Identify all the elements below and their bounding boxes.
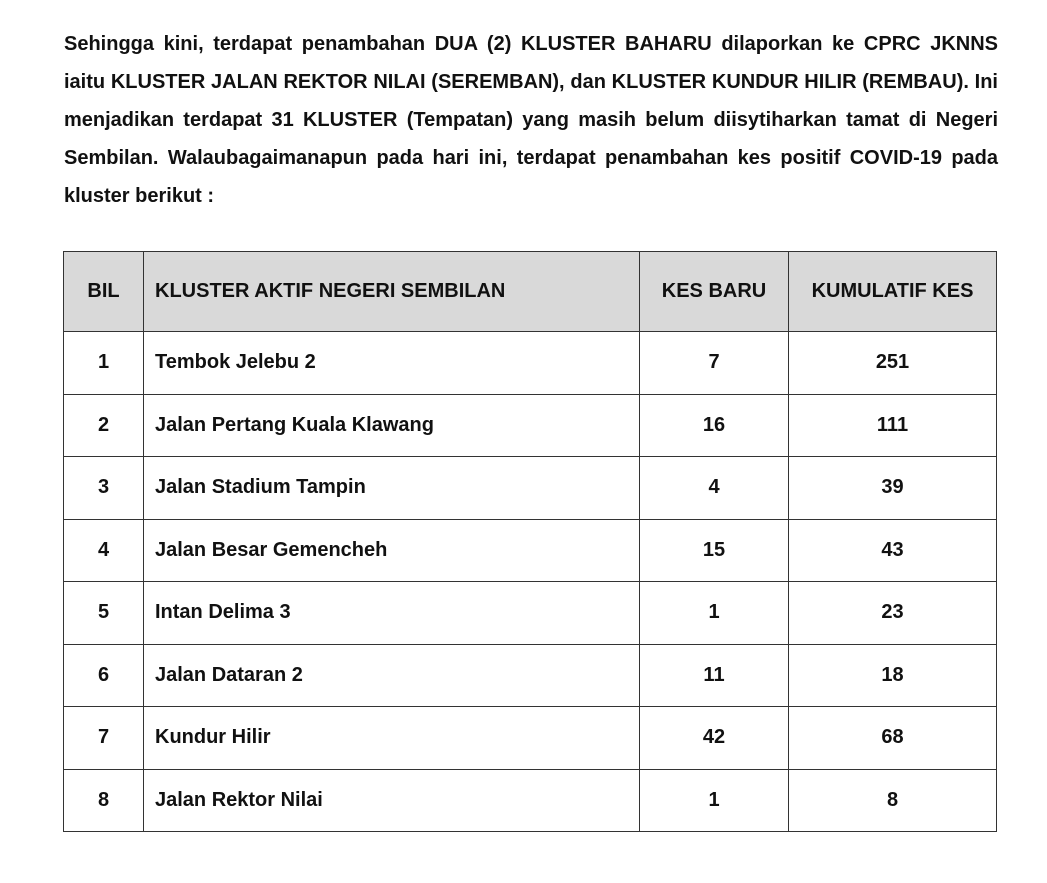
table-row	[64, 707, 997, 770]
header-row	[64, 252, 997, 332]
table-row	[64, 332, 997, 395]
cell-cumulative: 18	[789, 644, 997, 707]
table-row	[64, 394, 997, 457]
cell-bil: 2	[64, 394, 144, 457]
cell-new-cases: 7	[640, 332, 789, 395]
cell-cumulative: 23	[789, 582, 997, 645]
header-new-cases: KES BARU	[640, 252, 789, 332]
table-row	[64, 644, 997, 707]
cell-bil: 7	[64, 707, 144, 770]
cell-bil: 8	[64, 769, 144, 832]
cell-new-cases: 1	[640, 582, 789, 645]
table-row	[64, 769, 997, 832]
cell-bil: 3	[64, 457, 144, 520]
cell-cluster: Jalan Dataran 2	[144, 644, 640, 707]
cell-cluster: Jalan Stadium Tampin	[144, 457, 640, 520]
cell-cluster: Intan Delima 3	[144, 582, 640, 645]
cell-cumulative: 111	[789, 394, 997, 457]
intro-paragraph: Sehingga kini, terdapat penambahan DUA (2) KLUSTER BAHARU dilaporkan ke CPRC JKNNS iaitu KLUSTER JALAN REKTOR NILAI (SEREMBAN), dan KLUSTER KUNDUR HILIR (REMBAU). Ini menjadikan terdapat 31 KLUSTER (Tempatan) yang masih belum diisytiharkan tamat di Negeri Sembilan. Walaubagaimanapun pada hari ini, terdapat penambahan kes positif COVID-19 pada kluster berikut :	[64, 33, 998, 207]
cell-new-cases: 1	[640, 769, 789, 832]
header-cumulative: KUMULATIF KES	[789, 252, 997, 332]
table-row	[64, 582, 997, 645]
cell-cluster: Jalan Besar Gemencheh	[144, 519, 640, 582]
table-row	[64, 519, 997, 582]
cell-bil: 5	[64, 582, 144, 645]
table-body	[64, 332, 997, 832]
table-row	[64, 457, 997, 520]
cell-cumulative: 68	[789, 707, 997, 770]
cell-bil: 4	[64, 519, 144, 582]
cell-cluster: Kundur Hilir	[144, 707, 640, 770]
cell-cumulative: 8	[789, 769, 997, 832]
table-header	[64, 252, 997, 332]
cell-cumulative: 43	[789, 519, 997, 582]
cell-new-cases: 4	[640, 457, 789, 520]
cell-new-cases: 15	[640, 519, 789, 582]
header-cluster: KLUSTER AKTIF NEGERI SEMBILAN	[144, 252, 640, 332]
cell-cluster: Jalan Rektor Nilai	[144, 769, 640, 832]
cell-cumulative: 251	[789, 332, 997, 395]
cell-cumulative: 39	[789, 457, 997, 520]
cell-new-cases: 42	[640, 707, 789, 770]
cell-new-cases: 11	[640, 644, 789, 707]
cell-cluster: Tembok Jelebu 2	[144, 332, 640, 395]
cell-bil: 1	[64, 332, 144, 395]
cell-cluster: Jalan Pertang Kuala Klawang	[144, 394, 640, 457]
cell-bil: 6	[64, 644, 144, 707]
cell-new-cases: 16	[640, 394, 789, 457]
header-bil: BIL	[64, 252, 144, 332]
cluster-table	[63, 251, 997, 832]
